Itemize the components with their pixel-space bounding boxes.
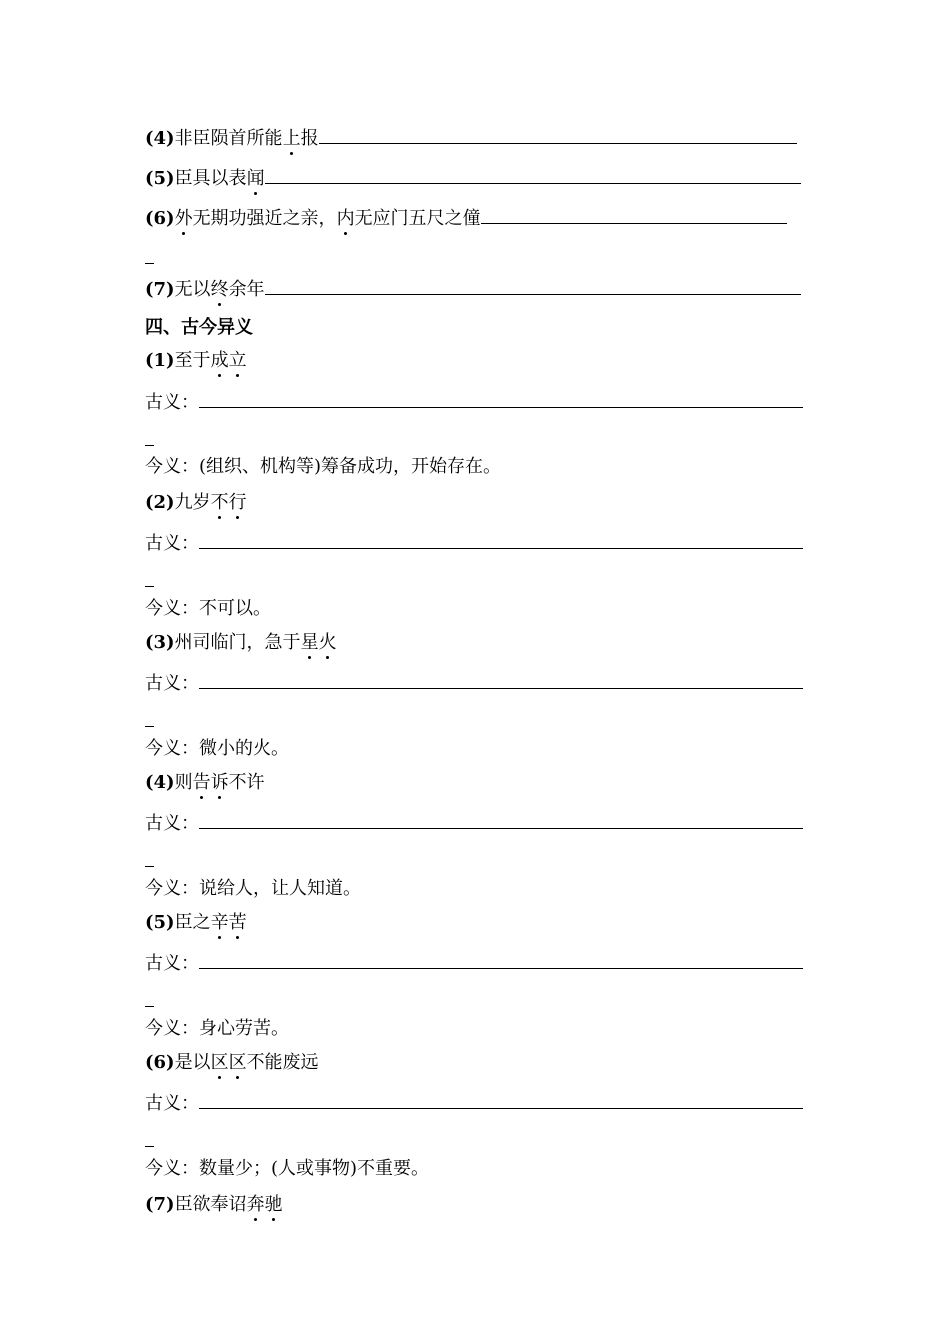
emphasis-char: 区: [210, 1052, 229, 1073]
emphasis-char: 立: [228, 350, 247, 371]
emphasis-char: 星: [300, 632, 319, 653]
answer-dash: [145, 569, 154, 593]
answer-blank[interactable]: [199, 390, 803, 408]
answer-blank[interactable]: [265, 277, 801, 295]
item-a-5: (5)臣具以表闻: [145, 166, 801, 190]
emphasis-char: 成: [210, 350, 229, 371]
item-b-5: (5)臣之辛苦: [145, 912, 247, 933]
answer-dash: [145, 246, 154, 270]
item-b-7: (7)臣欲奉诏奔驰: [145, 1194, 283, 1215]
item-b-1: (1)至于成立: [145, 350, 247, 371]
gu-yi-line: 古义：: [145, 811, 803, 835]
jin-yi-line: 今义：(组织、机构等)筹备成功，开始存在。: [145, 456, 502, 477]
emphasis-char: 上: [282, 128, 301, 149]
answer-blank[interactable]: [199, 951, 803, 969]
jin-yi-line: 今义：不可以。: [145, 598, 271, 619]
item-a-7: (7)无以终余年: [145, 277, 801, 301]
jin-yi-line: 今义：微小的火。: [145, 738, 289, 759]
answer-blank[interactable]: [199, 1091, 803, 1109]
answer-dash: [145, 989, 154, 1013]
gu-yi-line: 古义：: [145, 671, 803, 695]
answer-blank[interactable]: [199, 531, 803, 549]
emphasis-char: 终: [210, 279, 229, 300]
item-b-6: (6)是以区区不能废远: [145, 1052, 319, 1073]
emphasis-char: 内: [336, 208, 355, 229]
item-a-6: (6)外无期功强近之亲，内无应门五尺之僮: [145, 206, 787, 230]
emphasis-char: 驰: [264, 1194, 283, 1215]
emphasis-char: 奔: [246, 1194, 265, 1215]
emphasis-char: 闻: [246, 168, 265, 189]
emphasis-char: 苦: [228, 912, 247, 933]
gu-yi-line: 古义：: [145, 1091, 803, 1115]
answer-dash: [145, 428, 154, 452]
answer-dash: [145, 1129, 154, 1153]
jin-yi-line: 今义：数量少；(人或事物)不重要。: [145, 1158, 430, 1179]
gu-yi-line: 古义：: [145, 390, 803, 414]
item-b-4: (4)则告诉不许: [145, 772, 265, 793]
emphasis-char: 不: [210, 492, 229, 513]
emphasis-char: 区: [228, 1052, 247, 1073]
emphasis-char: 诉: [210, 772, 229, 793]
answer-blank[interactable]: [481, 206, 787, 224]
emphasis-char: 告: [192, 772, 211, 793]
jin-yi-line: 今义：身心劳苦。: [145, 1018, 289, 1039]
answer-blank[interactable]: [199, 671, 803, 689]
emphasis-char: 火: [318, 632, 337, 653]
answer-blank[interactable]: [199, 811, 803, 829]
jin-yi-line: 今义：说给人，让人知道。: [145, 878, 361, 899]
answer-blank[interactable]: [319, 126, 797, 144]
section-title: 四、古今异义: [145, 317, 253, 338]
answer-dash: [145, 709, 154, 733]
item-b-2: (2)九岁不行: [145, 492, 247, 513]
emphasis-char: 外: [174, 208, 193, 229]
item-a-4: (4)非臣陨首所能上报: [145, 126, 797, 150]
gu-yi-line: 古义：: [145, 951, 803, 975]
answer-dash: [145, 849, 154, 873]
emphasis-char: 辛: [210, 912, 229, 933]
emphasis-char: 行: [228, 492, 247, 513]
item-b-3: (3)州司临门，急于星火: [145, 632, 337, 653]
gu-yi-line: 古义：: [145, 531, 803, 555]
answer-blank[interactable]: [265, 166, 801, 184]
